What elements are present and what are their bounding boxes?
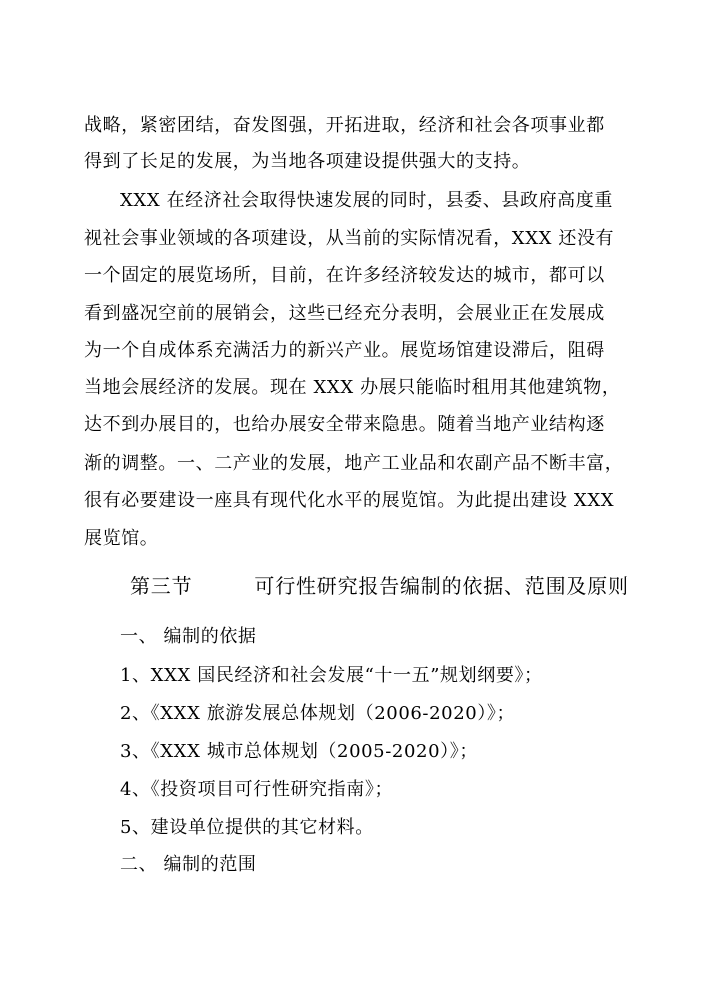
- text-line: XXX 在经济社会取得快速发展的同时，县委、县政府高度重: [120, 190, 613, 211]
- text-line: 为一个自成体系充满活力的新兴产业。展览场馆建设滞后，阻碍: [84, 340, 605, 361]
- text-line: 视社会事业领域的各项建设，从当前的实际情况看，XXX 还没有: [84, 228, 615, 249]
- section-title: 可行性研究报告编制的依据、范围及原则: [254, 574, 629, 598]
- text-line: 渐的调整。一、二产业的发展，地产工业品和农副产品不断丰富，: [84, 453, 624, 474]
- list-item: 2、《XXX 旅游发展总体规划（2006-2020）》；: [120, 703, 516, 724]
- text-line: 达不到办展目的，也给办展安全带来隐患。随着当地产业结构逐: [84, 414, 605, 435]
- text-line: 一个固定的展览场所，目前，在许多经济较发达的城市，都可以: [84, 265, 605, 286]
- text-line: 看到盛况空前的展销会，这些已经充分表明，会展业正在发展成: [84, 303, 605, 324]
- text-line: 很有必要建设一座具有现代化水平的展览馆。为此提出建设 XXX: [84, 490, 615, 511]
- subsection-heading: 二、 编制的范围: [120, 854, 257, 875]
- text-line: 展览馆。: [84, 528, 159, 549]
- list-item: 4、《投资项目可行性研究指南》；: [120, 779, 394, 800]
- list-item: 1、XXX 国民经济和社会发展“十一五”规划纲要》；: [120, 665, 543, 686]
- text-line: 战略，紧密团结，奋发图强，开拓进取，经济和社会各项事业都: [84, 115, 605, 136]
- text-line: 得到了长足的发展，为当地各项建设提供强大的支持。: [84, 151, 531, 172]
- section-number: 第三节: [130, 574, 193, 598]
- list-item: 3、《XXX 城市总体规划（2005-2020）》；: [120, 741, 478, 762]
- subsection-heading: 一、 编制的依据: [120, 626, 257, 647]
- text-line: 当地会展经济的发展。现在 XXX 办展只能临时租用其他建筑物，: [84, 377, 621, 398]
- section-heading: [130, 574, 629, 598]
- list-item: 5、建设单位提供的其它材料。: [120, 817, 374, 838]
